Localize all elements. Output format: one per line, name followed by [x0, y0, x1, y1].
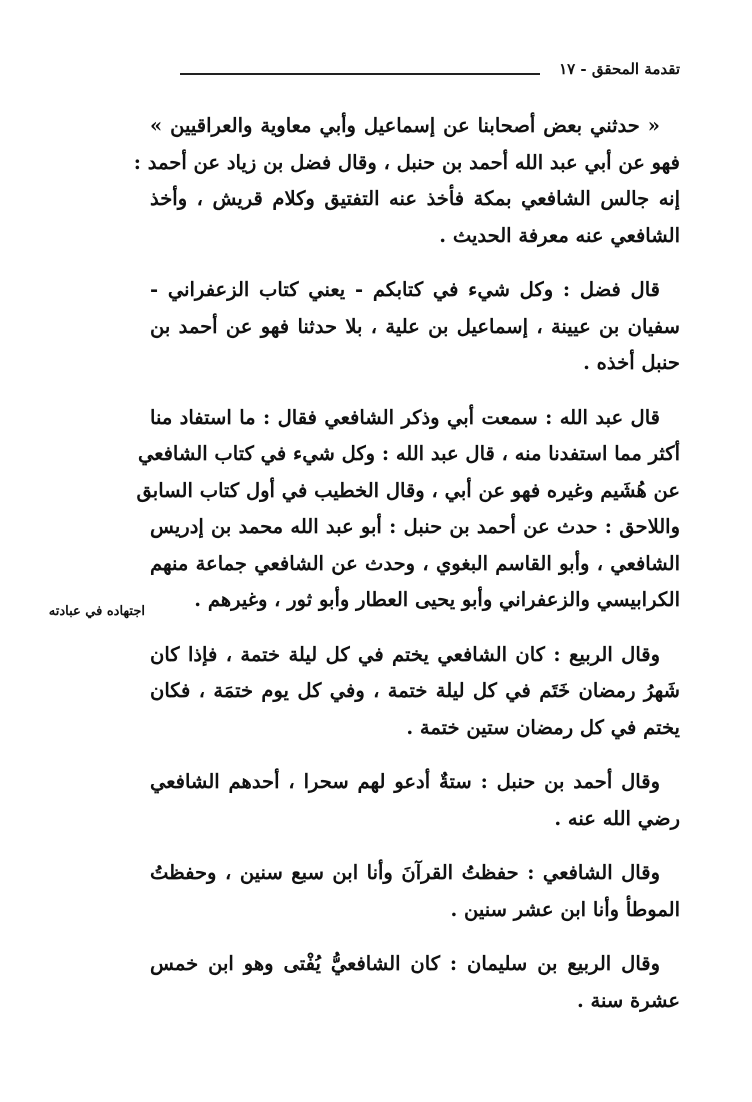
paragraph-line: عن هُشَيم وغيره فهو عن أبي ، وقال الخطيب في أول كتاب السابق [136, 478, 680, 502]
header-rule [180, 73, 540, 75]
paragraph-line: عشرة سنة . [576, 988, 680, 1012]
paragraph-line: سفيان بن عيينة ، إسماعيل بن علية ، بلا حدثنا فهو عن أحمد بن [150, 314, 680, 338]
paragraph-2 [150, 272, 680, 382]
paragraph-7 [150, 946, 680, 1019]
paragraph-line: وقال الشافعي : حفظتُ القرآنَ وأنا ابن سبع سنين ، وحفظتُ [150, 861, 660, 884]
paragraph-line: رضي الله عنه . [554, 806, 680, 830]
paragraph-4 [150, 637, 680, 747]
paragraph-3 [136, 400, 680, 619]
paragraph-line: فهو عن أبي عبد الله أحمد بن حنبل ، وقال فضل بن زياد عن أحمد : [133, 150, 680, 174]
paragraph-line: يختم في كل رمضان ستين ختمة . [406, 715, 680, 739]
paragraph-line: الموطأ وأنا ابن عشر سنين . [450, 897, 680, 921]
paragraph-line: شَهرُ رمضان خَتَم في كل ليلة ختمة ، وفي كل يوم ختمَة ، فكان [150, 679, 680, 702]
paragraph-line: واللاحق : حدث عن أحمد بن حنبل : أبو عبد الله محمد بن إدريس [150, 515, 680, 538]
paragraph-line: الشافعي عنه معرفة الحديث . [439, 223, 680, 247]
paragraph-line: الكرابيسي والزعفراني وأبو يحيى العطار وأبو ثور ، وغيرهم . [194, 588, 680, 611]
paragraph-line: حنبل أخذه . [583, 351, 680, 374]
paragraph-line: قال فضل : وكل شيء في كتابكم - يعني كتاب الزعفراني - [150, 278, 660, 301]
paragraph-line: وقال أحمد بن حنبل : ستةٌ أدعو لهم سحرا ، أحدهم الشافعي [150, 770, 660, 793]
paragraph-5 [150, 764, 680, 837]
running-header [180, 60, 680, 90]
margin-note: اجتهاده في عبادته [48, 604, 145, 619]
paragraph-line: قال عبد الله : سمعت أبي وذكر الشافعي فقال : ما استفاد منا [150, 405, 660, 429]
paragraph-line: وقال الربيع : كان الشافعي يختم في كل ليلة ختمة ، فإذا كان [150, 642, 660, 666]
paragraph-6 [150, 855, 680, 928]
body-text [133, 108, 680, 1037]
paragraph-1 [133, 108, 680, 254]
paragraph-line: « حدثني بعض أصحابنا عن إسماعيل وأبي معاوية والعراقيين » [150, 114, 660, 137]
paragraph-line: إنه جالس الشافعي بمكة فأخذ عنه التفتيق وكلام قريش ، وأخذ [150, 187, 680, 210]
paragraph-line: أكثر مما استفدنا منه ، قال عبد الله : وكل شيء في كتاب الشافعي [137, 442, 680, 465]
running-title: تقدمة المحقق - ١٧ [559, 60, 680, 78]
paragraph-line: الشافعي ، وأبو القاسم البغوي ، وحدث عن الشافعي جماعة منهم [150, 551, 680, 575]
paragraph-line: وقال الربيع بن سليمان : كان الشافعيُّ يُفْتى وهو ابن خمس [150, 952, 660, 975]
